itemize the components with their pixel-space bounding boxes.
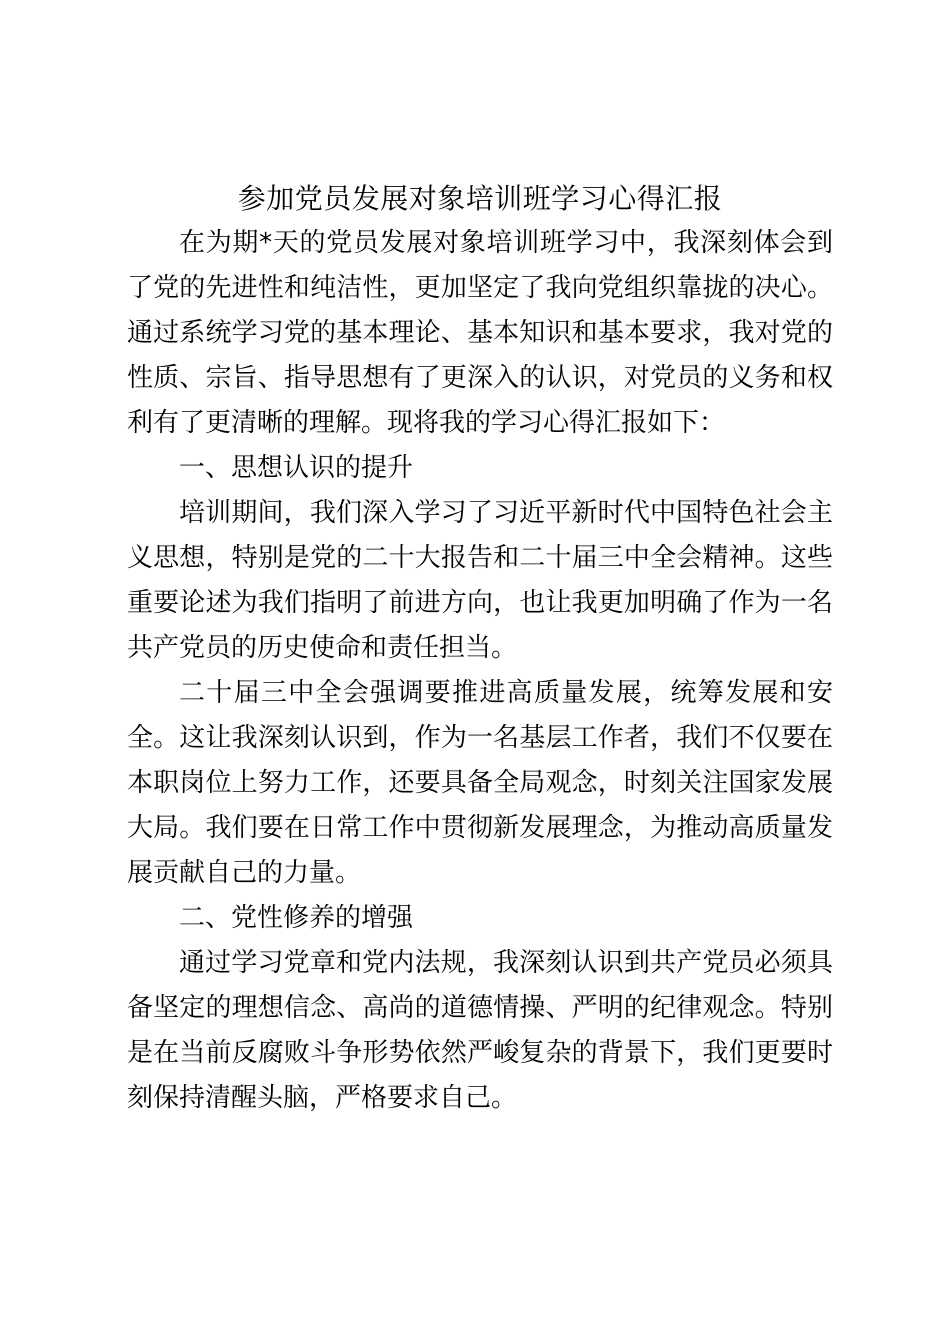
section-heading-thought: 一、思想认识的提升 <box>179 453 414 483</box>
paragraph-thought-2: 二十届三中全会强调要推进高质量发展，统筹发展和安全。这让我深刻认识到，作为一名基层工作者，我们不仅要在本职岗位上努力工作，还要具备全局观念，时刻关注国家发展大局。我们要在日常工作中贯彻新发展理念，为推动高质量发展贡献自己的力量。 <box>127 678 833 888</box>
paragraph-intro: 在为期*天的党员发展对象培训班学习中，我深刻体会到了党的先进性和纯洁性，更加坚定了我向党组织靠拢的决心。通过系统学习党的基本理论、基本知识和基本要求，我对党的性质、宗旨、指导思想有了更深入的认识，对党员的义务和权利有了更清晰的理解。现将我的学习心得汇报如下： <box>127 228 833 438</box>
document-body <box>127 221 833 1121</box>
paragraph-thought-1: 培训期间，我们深入学习了习近平新时代中国特色社会主义思想，特别是党的二十大报告和二十届三中全会精神。这些重要论述为我们指明了前进方向，也让我更加明确了作为一名共产党员的历史使命和责任担当。 <box>127 498 833 663</box>
section-heading-party-spirit: 二、党性修养的增强 <box>179 903 414 933</box>
paragraph-party-spirit-1: 通过学习党章和党内法规，我深刻认识到共产党员必须具备坚定的理想信念、高尚的道德情操、严明的纪律观念。特别是在当前反腐败斗争形势依然严峻复杂的背景下，我们更要时刻保持清醒头脑，严格要求自己。 <box>127 948 833 1113</box>
document-title: 参加党员发展对象培训班学习心得汇报 <box>237 182 723 215</box>
